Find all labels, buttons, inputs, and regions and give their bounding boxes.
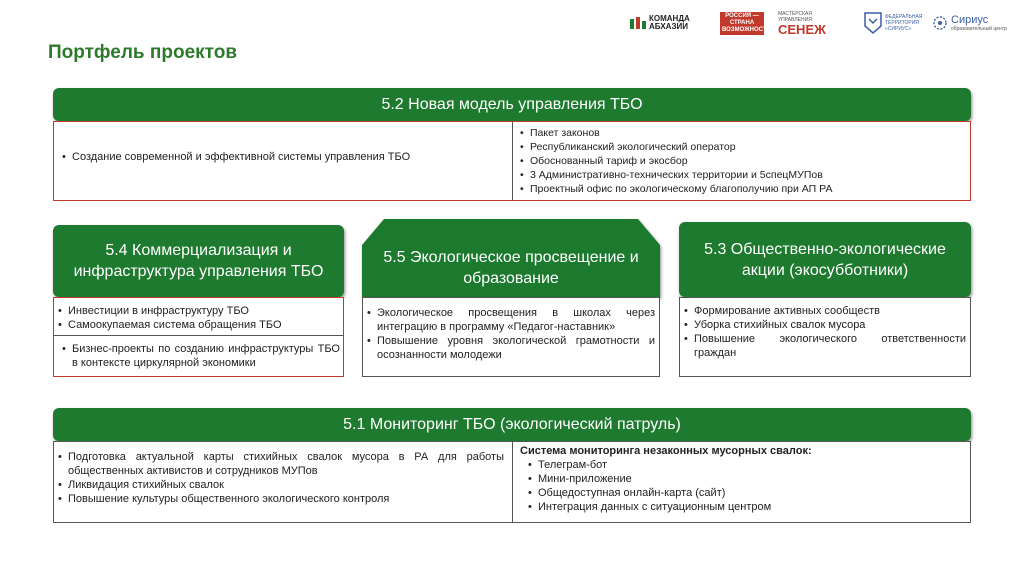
list-item: • Общедоступная онлайн-карта (сайт)	[528, 486, 960, 500]
komanda-icon	[630, 15, 646, 31]
block-5-1-divider	[512, 442, 513, 522]
block-5-5-header: 5.5 Экологическое просвещение и образование	[383, 249, 639, 287]
list-item: • Телеграм-бот	[528, 458, 960, 472]
sirius-icon	[932, 15, 948, 31]
list-item: • Формирование активных сообществ	[684, 304, 966, 318]
block-5-4-bullet	[62, 342, 340, 370]
block-5-2-left	[62, 150, 502, 164]
rossiya-logo	[720, 8, 775, 38]
block-5-4-divider	[54, 335, 343, 336]
list-item: • Подготовка актуальной карты стихийных свалок мусора в РА для работы общественных активистов и сотрудников МУПов	[58, 450, 504, 478]
list-item: • Мини-приложение	[528, 472, 960, 486]
block-5-2-body	[53, 121, 971, 201]
sirius-text: Сириус	[951, 13, 989, 26]
federal-text: ФЕДЕРАЛЬНАЯ ТЕРРИТОРИЯ «СИРИУС»	[885, 14, 923, 32]
list-item: • Инвестиции в инфраструктуру ТБО	[58, 304, 338, 318]
federal-icon	[864, 12, 882, 34]
block-5-1-header: 5.1 Мониторинг ТБО (экологический патруль)	[53, 408, 971, 441]
list-item: • Республиканский экологический оператор	[520, 140, 960, 154]
block-5-4-checks	[58, 304, 338, 332]
block-5-5-body	[362, 297, 660, 377]
block-5-1-right	[520, 444, 960, 514]
senezh-logo	[778, 8, 838, 38]
senezh-text: СЕНЕЖ	[778, 21, 826, 37]
partner-logos	[630, 8, 1020, 38]
block-5-2-right	[520, 126, 960, 196]
list-item: • Повышение уровня экологической грамотности и осознанности молодежи	[367, 334, 655, 362]
federal-logo	[864, 8, 926, 38]
block-5-3-body	[679, 297, 971, 377]
block-5-5-checks	[367, 306, 655, 362]
list-item: • Самоокупаемая система обращения ТБО	[58, 318, 338, 332]
list-item: • Уборка стихийных свалок мусора	[684, 318, 966, 332]
block-5-3-checks	[684, 304, 966, 360]
block-5-4-header: 5.4 Коммерциализация и инфраструктура управления ТБО	[53, 225, 344, 297]
list-item: • Повышение культуры общественного экологического контроля	[58, 492, 504, 506]
block-5-2-goal: • Создание современной и эффективной системы управления ТБО	[62, 150, 502, 164]
sirius-logo	[932, 8, 1022, 38]
list-item: • Бизнес-проекты по созданию инфраструктуры ТБО в контексте циркулярной экономики	[62, 342, 340, 370]
list-item: • Интеграция данных с ситуационным центром	[528, 500, 960, 514]
rossiya-text: РОССИЯ — СТРАНА ВОЗМОЖНОСТЕЙ	[722, 12, 775, 33]
list-item: • Обоснованный тариф и экосбор	[520, 154, 960, 168]
list-item: • 3 Административно-технических территории и 5спецМУПов	[520, 168, 960, 182]
block-5-1-right-title: Система мониторинга незаконных мусорных свалок:	[520, 445, 812, 457]
komanda-logo	[630, 8, 702, 38]
block-5-4-body	[53, 297, 344, 377]
list-item: • Экологическое просвещения в школах через интеграцию в программу «Педагог-наставник»	[367, 306, 655, 334]
block-5-3-header: 5.3 Общественно-экологические акции (экосубботники)	[679, 222, 971, 297]
page-title: Портфель проектов	[48, 42, 237, 63]
sirius-sub-text: образовательный центр	[951, 25, 1007, 32]
list-item: • Повышение экологического ответственности граждан	[684, 332, 966, 360]
block-5-2-divider	[512, 122, 513, 200]
senezh-top-text: МАСТЕРСКАЯ УПРАВЛЕНИЯ	[778, 10, 812, 23]
list-item: • Ликвидация стихийных свалок	[58, 478, 504, 492]
komanda-text: КОМАНДА АБХАЗИИ	[649, 14, 690, 31]
list-item: • Проектный офис по экологическому благополучию при АП РА	[520, 182, 960, 196]
list-item: • Пакет законов	[520, 126, 960, 140]
block-5-1-body	[53, 441, 971, 523]
block-5-1-left	[58, 450, 504, 506]
block-5-2-header: 5.2 Новая модель управления ТБО	[53, 88, 971, 121]
